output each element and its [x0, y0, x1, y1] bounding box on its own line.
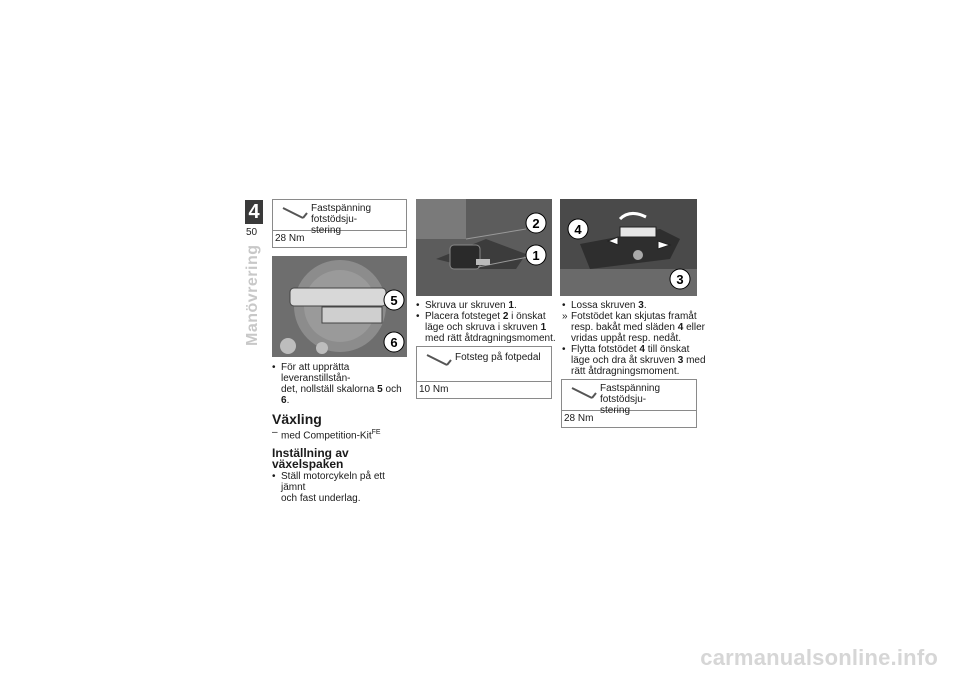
wrench-icon — [570, 384, 598, 404]
bullet-text: med — [683, 355, 706, 366]
torque-title: Fastspänning fotstödsju- stering — [311, 203, 372, 236]
scale-photo-graphic — [272, 256, 407, 357]
callout-3: 3 — [676, 272, 684, 287]
result-text: Fotstödet kan skjutas framåt — [571, 311, 697, 322]
torque-value: 10 Nm — [417, 381, 551, 398]
list-item — [562, 300, 707, 311]
footrest-photo-graphic — [560, 199, 697, 296]
bullet-text: till önskat — [644, 344, 690, 355]
wrench-icon — [281, 204, 309, 224]
photo-footrest-slide — [560, 199, 697, 296]
result-text: vridas uppåt resp. nedåt. — [571, 333, 682, 344]
callout-1: 1 — [532, 248, 540, 263]
bullet-text: Lossa skruven — [571, 300, 639, 311]
bullet-mark: • — [562, 300, 566, 311]
bullet-mark: • — [416, 300, 420, 311]
col2-text — [416, 300, 561, 344]
result-mark: » — [562, 311, 568, 322]
ref-number: 4 — [677, 322, 684, 333]
torque-value: 28 Nm — [562, 410, 696, 427]
ref-number: 2 — [502, 311, 509, 322]
ref-number: 3 — [638, 300, 644, 311]
torque-box-2 — [416, 346, 552, 399]
ref-number: 3 — [677, 355, 684, 366]
ref-number: 1 — [508, 300, 514, 311]
bullet-text: Ställ motorcykeln på ett jämnt — [281, 471, 385, 494]
result-text: resp. bakåt med släden — [571, 322, 678, 333]
bullet-text: med Competition-Kit — [281, 430, 372, 442]
superscript: FE — [371, 429, 381, 436]
section-heading: Växling — [272, 411, 322, 427]
ref-number: 6 — [281, 395, 287, 406]
bullet-text: . — [286, 395, 290, 406]
list-item — [272, 471, 412, 504]
bullet-text: . — [643, 300, 647, 311]
bullet-mark: • — [562, 344, 566, 355]
list-item — [416, 311, 561, 344]
callout-6: 6 — [390, 335, 398, 350]
bullet-text: med rätt åtdragningsmoment. — [425, 333, 556, 344]
bullet-text: Flytta fotstödet — [571, 344, 640, 355]
col3-text — [562, 300, 707, 377]
dash-mark: – — [272, 427, 278, 438]
bullet-text: i önskat — [508, 311, 546, 322]
page-number: 50 — [246, 227, 258, 238]
bullet-text: . — [513, 300, 517, 311]
ref-number: 4 — [639, 344, 645, 355]
footpeg-photo-graphic — [416, 199, 552, 296]
result-text: eller — [683, 322, 705, 333]
bullet-text: det, nollställ skalorna — [281, 384, 378, 395]
torque-title: Fotsteg på fotpedal — [455, 352, 541, 363]
col1-text — [272, 362, 412, 504]
callout-2: 2 — [532, 216, 540, 231]
list-item — [562, 344, 707, 377]
torque-title: Fastspänning fotstödsju- stering — [600, 383, 661, 416]
bullet-text: För att upprätta leveranstillstån- — [281, 362, 351, 384]
list-item — [272, 427, 412, 441]
callout-4: 4 — [574, 222, 582, 237]
subheading: Inställning av växelspaken — [272, 446, 349, 472]
torque-box-1 — [272, 199, 407, 248]
bullet-mark: • — [416, 311, 420, 322]
watermark: carmanualsonline.info — [700, 645, 938, 670]
bullet-text: rätt åtdragningsmoment. — [571, 366, 680, 377]
ref-number: 1 — [540, 322, 547, 333]
torque-value: 28 Nm — [273, 230, 406, 247]
bullet-text: och fast underlag. — [281, 493, 361, 505]
bullet-mark: • — [272, 471, 276, 483]
bullet-text: och — [382, 384, 402, 395]
chapter-side-title: Manövrering — [244, 244, 261, 346]
bullet-text: Placera fotsteget — [425, 311, 503, 322]
list-item — [272, 362, 412, 406]
torque-box-3 — [561, 379, 697, 428]
photo-footpeg — [416, 199, 552, 296]
list-item — [416, 300, 561, 311]
chapter-number-badge: 4 — [245, 200, 263, 224]
bullet-text: läge och dra åt skruven — [571, 355, 678, 366]
bullet-mark: • — [272, 362, 276, 373]
result-item — [562, 311, 707, 344]
bullet-text: Skruva ur skruven — [425, 300, 509, 311]
photo-scale-settings — [272, 256, 407, 357]
callout-5: 5 — [390, 293, 398, 308]
ref-number: 5 — [377, 384, 383, 395]
wrench-icon — [425, 351, 453, 371]
bullet-text: läge och skruva i skruven — [425, 322, 541, 333]
